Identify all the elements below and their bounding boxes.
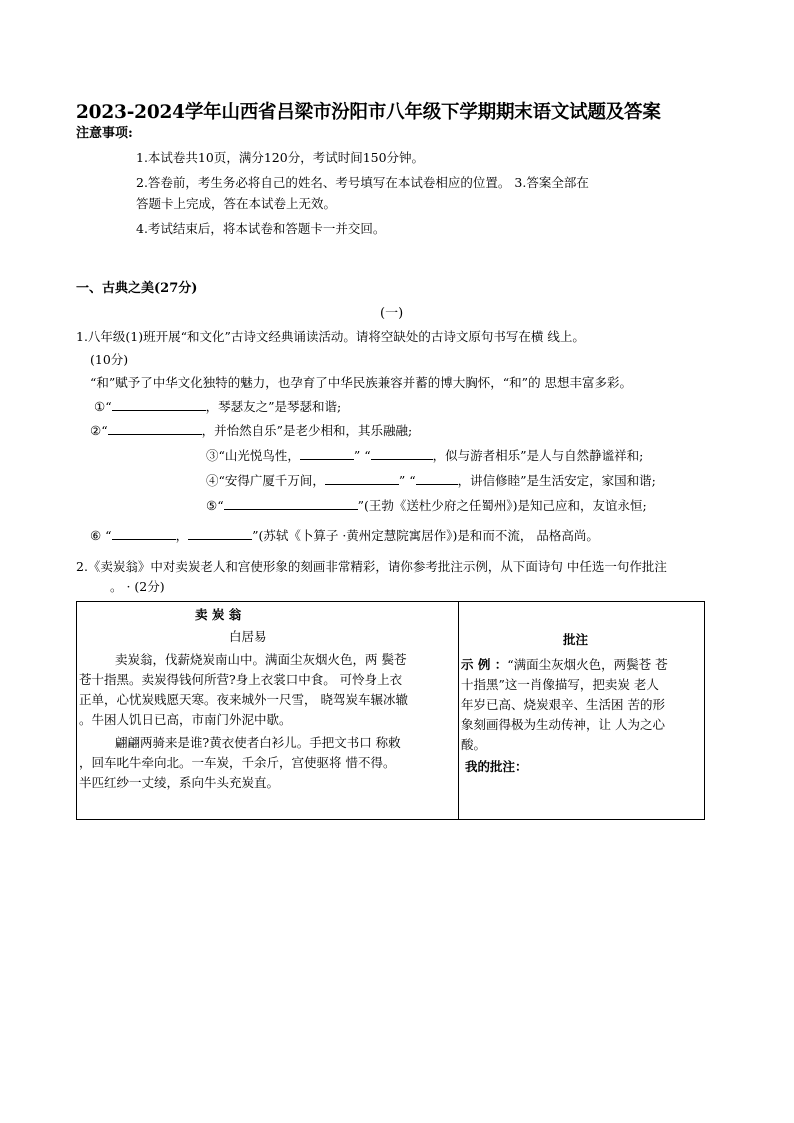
poem-annotation-table: [76, 601, 705, 820]
fill-line-4: [206, 471, 656, 489]
poem-line: 苍十指黑。卖炭得钱何所营?身上衣裳口中食。 可怜身上衣: [79, 672, 403, 687]
poem-line: 。牛困人饥日已高，市南门外泥中歇。: [79, 712, 292, 727]
blank-2[interactable]: [108, 422, 202, 435]
fill-line-6: [90, 526, 599, 544]
blank-1[interactable]: [112, 398, 206, 411]
fill-line-2-post: ，并怡然自乐”是老少相和，其乐融融;: [201, 423, 413, 438]
my-annotation-label: 我的批注：: [465, 759, 528, 774]
q2-stem: 2.《卖炭翁》中对卖炭老人和宫使形象的刻画非常精彩，请你参考批注示例，从下面诗句 中任选一句作批注: [76, 559, 667, 574]
q1-intro: “和”赋予了中华文化独特的魅力，也孕育了中华民族兼容并蓄的博大胸怀，“和”的 思想丰富多彩。: [90, 375, 633, 390]
page-title: 2023-2024学年山西省吕梁市汾阳市八年级下学期期末语文试题及答案: [76, 102, 661, 123]
poem-cell: [77, 602, 459, 820]
fill-line-3: [206, 446, 643, 464]
blank-4a[interactable]: [325, 472, 399, 485]
section-heading: 一、古典之美(27分): [76, 281, 198, 296]
fill-line-5-post: ”(王勃《送杜少府之任蜀州》)是知己应和，友谊永恒;: [357, 498, 647, 513]
example-label: 示 例 ：: [461, 657, 508, 672]
blank-5[interactable]: [224, 497, 358, 510]
notice-item-1: 1.本试卷共10页，满分120分，考试时间150分钟。: [136, 150, 425, 165]
blank-3b[interactable]: [371, 447, 433, 460]
fill-line-3-pre: ③“山光悦鸟性，: [206, 448, 300, 463]
q1-score: (10分): [90, 352, 129, 367]
annotation-example-line: 十指黑”这一肖像描写，把卖炭 老人: [461, 677, 659, 692]
fill-line-4-mid: ” “: [398, 473, 416, 488]
poem-line: 正单，心忧炭贱愿天寒。夜来城外一尺雪， 晓驾炭车辗冰辙: [79, 692, 408, 707]
fill-line-4-pre: ④“安得广厦千万间，: [206, 473, 325, 488]
blank-3a[interactable]: [300, 447, 354, 460]
annotation-heading: 批注: [563, 632, 589, 647]
annotation-cell[interactable]: [459, 602, 705, 820]
notice-item-2: 2.答卷前，考生务必将自己的姓名、考号填写在本试卷相应的位置。 3.答案全部在: [136, 175, 589, 190]
fill-line-3-mid: ” “: [353, 448, 371, 463]
annotation-example-line: 酸。: [461, 737, 487, 752]
fill-line-4-post: ，讲信修睦”是生活安定，家国和谐;: [457, 473, 656, 488]
poem-line: 卖炭翁，伐薪烧炭南山中。满面尘灰烟火色，两 鬓苍: [115, 652, 407, 667]
fill-line-1-pre: ①“: [94, 399, 112, 414]
poem-title: 卖 炭 翁: [195, 607, 242, 622]
notice-item-4: 4.考试结束后，将本试卷和答题卡一并交回。: [136, 221, 386, 236]
fill-line-6-mid: ，: [175, 528, 189, 543]
poem-line: 半匹红纱一丈绫，系向牛头充炭直。: [79, 775, 280, 790]
fill-line-2: [90, 421, 412, 439]
annotation-example-line: 年岁已高、烧炭艰辛、生活困 苦的形: [461, 697, 665, 712]
fill-line-1: [94, 397, 341, 415]
poem-line: ，回车叱牛牵向北。一车炭，千余斤，宫使驱将 惜不得。: [79, 755, 396, 770]
q1-stem: 1.八年级(1)班开展“和文化”古诗文经典诵读活动。请将空缺处的古诗文原句书写在横 线上。: [76, 329, 585, 344]
fill-line-2-pre: ②“: [90, 423, 108, 438]
blank-4b[interactable]: [416, 472, 458, 485]
fill-line-6-pre: ⑥ “: [90, 528, 112, 543]
part-label: (一): [380, 306, 404, 321]
notice-item-2-cont: 答题卡上完成，答在本试卷上无效。: [136, 196, 337, 211]
poem-line: 翩翩两骑来是谁?黄衣使者白衫儿。手把文书口 称敕: [115, 735, 401, 750]
annotation-example-line-1: 示 例 ：“满面尘灰烟火色，两鬓苍 苍: [461, 657, 668, 672]
fill-line-6-post: ”(苏轼《卜算子 ·黄州定慧院寓居作》)是和而不流， 品格高尚。: [252, 528, 599, 543]
blank-6a[interactable]: [112, 527, 176, 540]
annotation-example-line: 象刻画得极为生动传神，让 人为之心: [461, 717, 665, 732]
poem-author: 白居易: [229, 629, 267, 644]
fill-line-1-post: ，琴瑟友之”是琴瑟和谐;: [205, 399, 342, 414]
q2-score: 。 · (2分): [110, 579, 165, 594]
notice-heading: 注意事项:: [76, 126, 133, 141]
fill-line-3-post: ，似与游者相乐”是人与自然静谧祥和;: [432, 448, 644, 463]
fill-line-5: [206, 496, 647, 514]
blank-6b[interactable]: [188, 527, 252, 540]
fill-line-5-pre: ⑤“: [206, 498, 224, 513]
